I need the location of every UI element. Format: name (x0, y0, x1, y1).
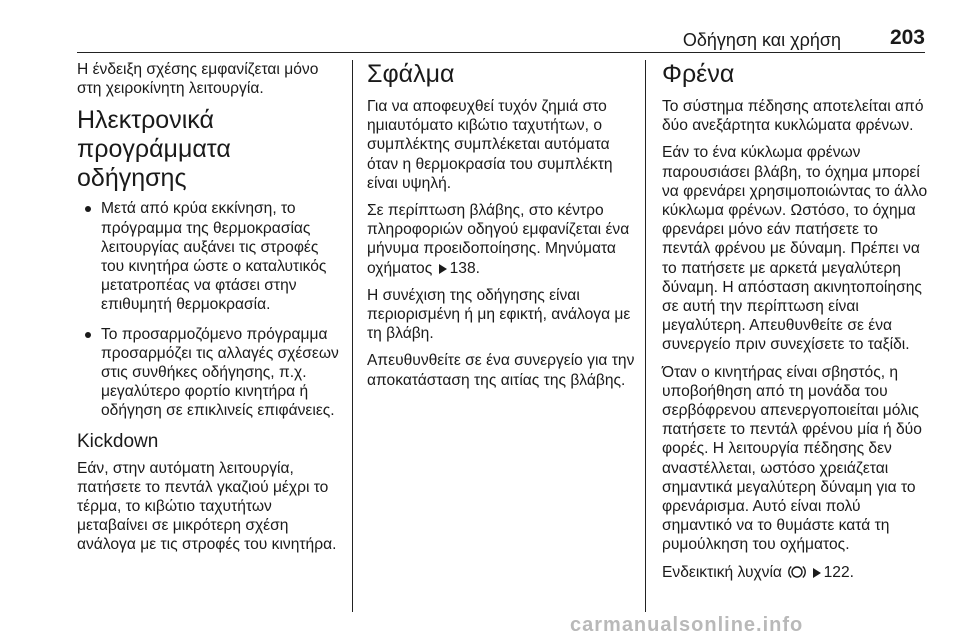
brakes-paragraph-3: Όταν ο κινητήρας είναι σβηστός, η υποβοήθηση από τη μονάδα του σερβόφρενου απενεργοποιείται μόλις πατήσετε το πεντάλ φρένου μία ή δύο φορές. Η λειτουργία πέδησης δεν αναστέλλεται, ωστόσο χρειάζεται σημαντικά μεγαλύτερη δύναμη για το φρενάρισμα. Αυτό είναι πολύ σημαντικό να το θυμάστε κατά τη ρυμούλκηση του οχήματος. (662, 363, 922, 554)
fault-paragraph-1: Για να αποφευχθεί τυχόν ζημιά στο ημιαυτόματο κιβώτιο ταχυτήτων, ο συμπλέκτης συμπλέκεται αυτόματα όταν η θερμοκρασία του συμπλέκτη είναι υψηλή. (367, 98, 613, 192)
list-item (77, 325, 345, 421)
section-heading-kickdown: Kickdown (77, 430, 159, 452)
section-heading-programs: Ηλεκτρονικά προγράμματα οδήγησης (77, 106, 231, 193)
page-header (77, 0, 925, 53)
fault-paragraph-2 (367, 201, 635, 278)
column-1 (77, 60, 345, 563)
column-divider-2 (645, 60, 646, 612)
column-3 (662, 60, 928, 590)
bullet-text: Το προσαρμοζόμενο πρόγραμμα προσαρμόζει τις αλλαγές σχέσεων στις συνθήκες οδήγησης, π.χ. μεγαλύτερο φορτίο κινητήρα ή οδήγηση σε επικλινείς επιφάνειες. (101, 325, 339, 420)
kickdown-paragraph: Εάν, στην αυτόματη λειτουργία, πατήσετε το πεντάλ γκαζιού μέχρι το τέρμα, το κιβώτιο ταχυτήτων μεταβαίνει σε μικρότερη σχέση ανάλογα με τις στροφές του κινητήρα. (77, 459, 337, 554)
bullet-icon (85, 206, 91, 212)
fault-paragraph-2-text: Σε περίπτωση βλάβης, στο κέντρο πληροφοριών οδηγού εμφανίζεται ένα μήνυμα προειδοποίησης. Μηνύματα οχήματος (367, 202, 630, 277)
watermark: carmanualsonline.info (570, 614, 804, 636)
section-heading-brakes: Φρένα (662, 60, 735, 88)
section-heading-fault: Σφάλμα (367, 60, 455, 88)
brake-warning-lamp-icon (788, 564, 806, 580)
brakes-paragraph-4 (662, 563, 928, 582)
intro-paragraph: Η ένδειξη σχέσης εμφανίζεται μόνο στη χειροκίνητη λειτουργία. (77, 61, 319, 98)
fault-paragraph-3: Η συνέχιση της οδήγησης είναι περιορισμένη ή μη εφικτή, ανάλογα με τη βλάβη. (367, 286, 631, 343)
column-divider-1 (352, 60, 353, 612)
brakes-paragraph-2: Εάν το ένα κύκλωμα φρένων παρουσιάσει βλάβη, το όχημα μπορεί να φρενάρει χρησιμοποιώντας το άλλο κύκλωμα φρένων. Ωστόσο, το όχημα φρενάρει μόνο εάν πατήσετε το πεντάλ φρένου με δύναμη. Πρέπει να το πατήσετε με αρκετά μεγαλύτερη δύναμη. Η απόσταση ακινητοποίησης σε αυτή την περίπτωση είναι μεγαλύτερη. Απευθυνθείτε σε ένα συνεργείο πριν συνεχίσετε το ταξίδι. (662, 144, 928, 354)
indicator-lamp-text: Ενδεικτική λυχνία (662, 563, 782, 581)
page-reference-arrow-icon (813, 568, 821, 578)
fault-paragraph-4: Απευθυνθείτε σε ένα συνεργείο για την αποκατάσταση της αιτίας της βλάβης. (367, 352, 635, 389)
page-reference[interactable]: 122. (823, 563, 854, 581)
list-item (77, 199, 345, 314)
brakes-paragraph-1: Το σύστημα πέδησης αποτελείται από δύο ανεξάρτητα κυκλώματα φρένων. (662, 98, 924, 135)
page-reference-arrow-icon (439, 264, 447, 274)
bullet-icon (85, 332, 91, 338)
bullet-text: Μετά από κρύα εκκίνηση, το πρόγραμμα της θερμοκρασίας λειτουργίας αυξάνει τις στροφές του κινητήρα ώστε ο καταλυτικός μετατροπέας να φτάσει στην επιθυμητή θερμοκρασία. (101, 200, 327, 314)
section-title: Οδήγηση και χρήση (682, 30, 841, 50)
column-2 (367, 60, 635, 398)
page-reference[interactable]: 138. (449, 259, 480, 277)
page-number: 203 (889, 26, 925, 49)
